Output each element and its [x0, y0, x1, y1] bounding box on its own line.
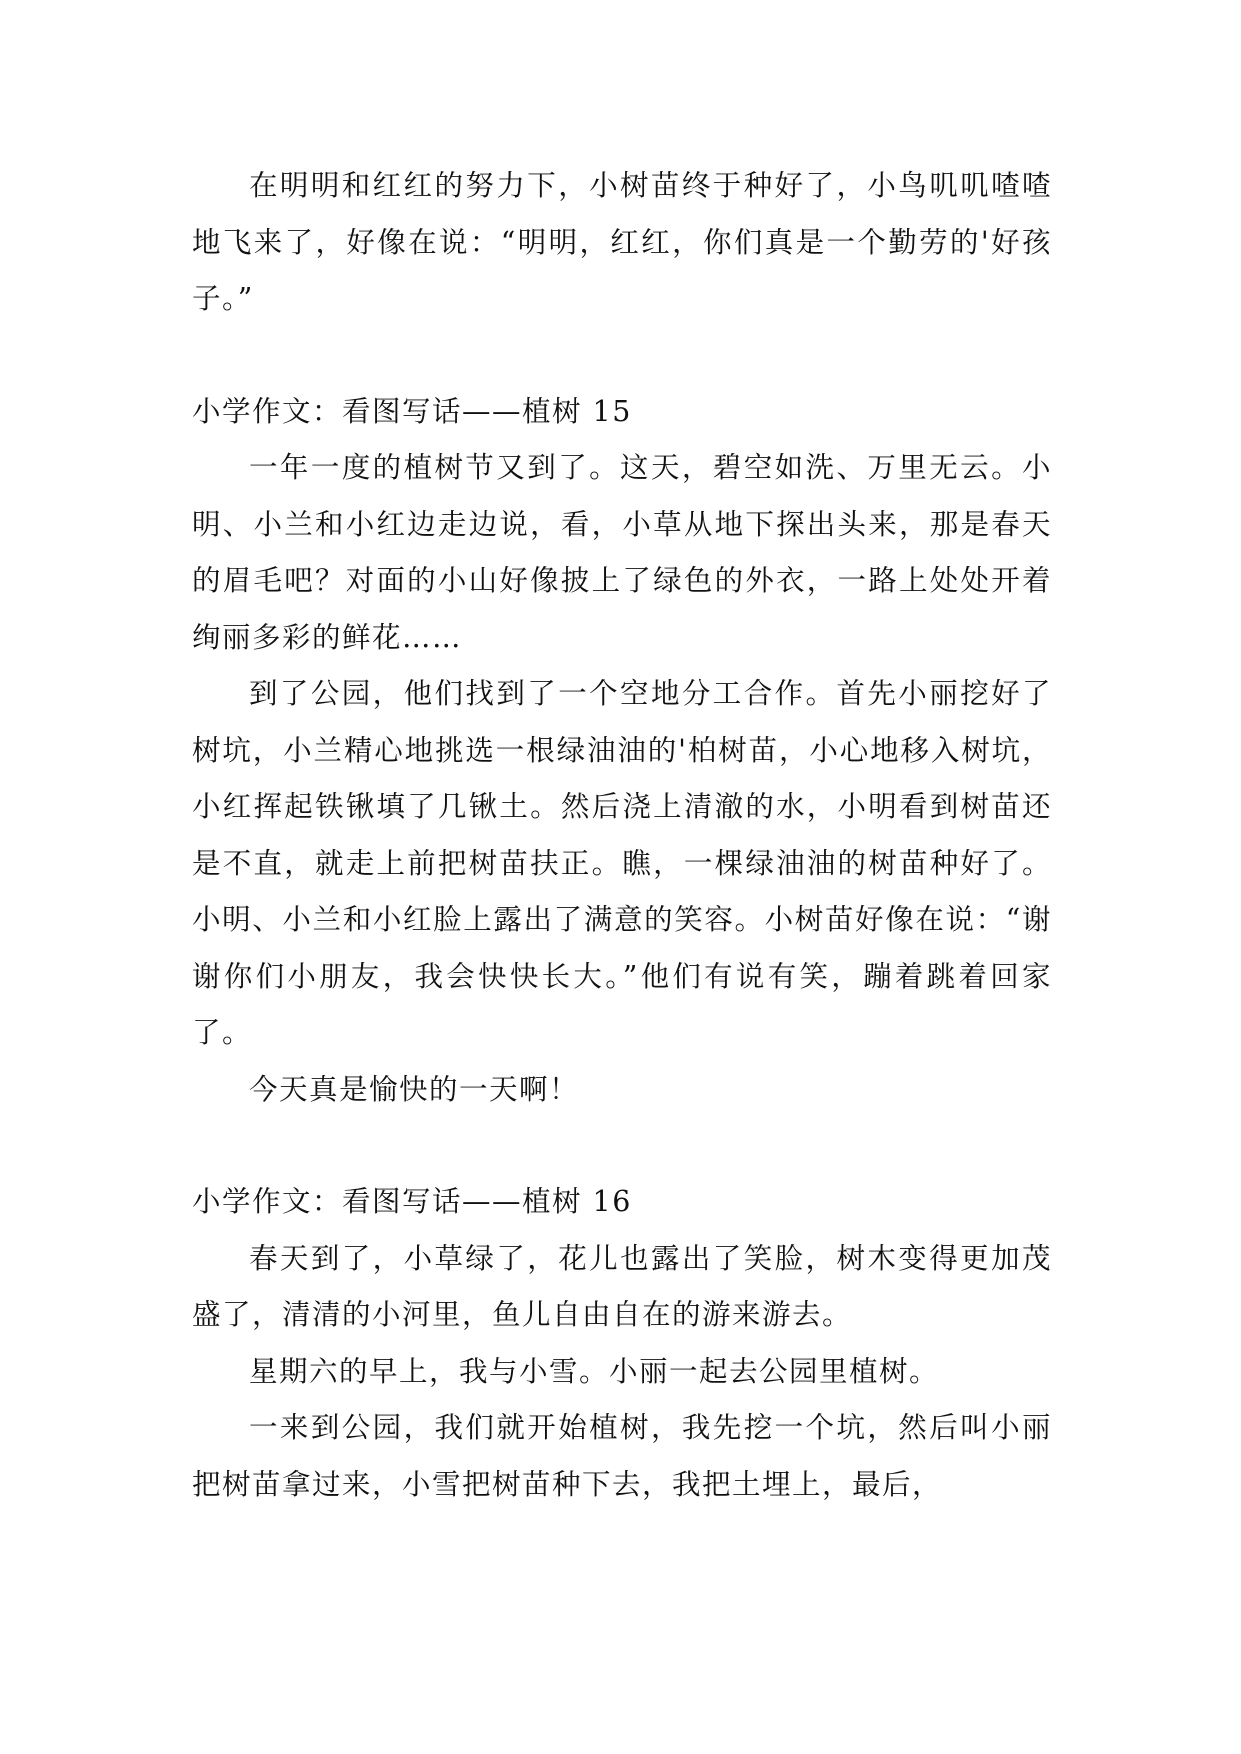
essay-title: 小学作文：看图写话——植树 16 [192, 1185, 632, 1218]
document-body [192, 158, 1052, 1513]
section-gap [192, 328, 1052, 384]
paragraph: 星期六的早上，我与小雪。小丽一起去公园里植树。 [249, 1354, 940, 1388]
essay-title: 小学作文：看图写话——植树 15 [192, 394, 632, 428]
paragraph: 春天到了，小草绿了，花儿也露出了笑脸，树木变得更加茂盛了，清清的小河里，鱼儿自由自在的游来游去。 [192, 1241, 1052, 1331]
paragraph: 今天真是愉快的一天啊！ [249, 1072, 580, 1106]
paragraph: 一来到公园，我们就开始植树，我先挖一个坑，然后叫小丽把树苗拿过来，小雪把树苗种下去，我把土埋上，最后， [192, 1411, 1052, 1501]
paragraph: 到了公园，他们找到了一个空地分工合作。首先小丽挖好了树坑，小兰精心地挑选一根绿油油的'柏树苗，小心地移入树坑，小红挥起铁锹填了几锹土。然后浇上清澈的水，小明看到树苗还是不直，就走上前把树苗扶正。瞧，一棵绿油油的树苗种好了。小明、小兰和小红脸上露出了满意的笑容。小树苗好像在说：“谢谢你们小朋友，我会快快长大。”他们有说有笑，蹦着跳着回家了。 [192, 677, 1052, 1049]
section-gap [192, 1118, 1052, 1174]
paragraph: 一年一度的植树节又到了。这天，碧空如洗、万里无云。小明、小兰和小红边走边说，看，小草从地下探出头来，那是春天的眉毛吧？对面的小山好像披上了绿色的外衣，一路上处处开着绚丽多彩的鲜花…… [192, 451, 1052, 654]
paragraph: 在明明和红红的努力下，小树苗终于种好了，小鸟叽叽喳喳地飞来了，好像在说：“明明，红红，你们真是一个勤劳的'好孩子。” [192, 169, 1052, 315]
